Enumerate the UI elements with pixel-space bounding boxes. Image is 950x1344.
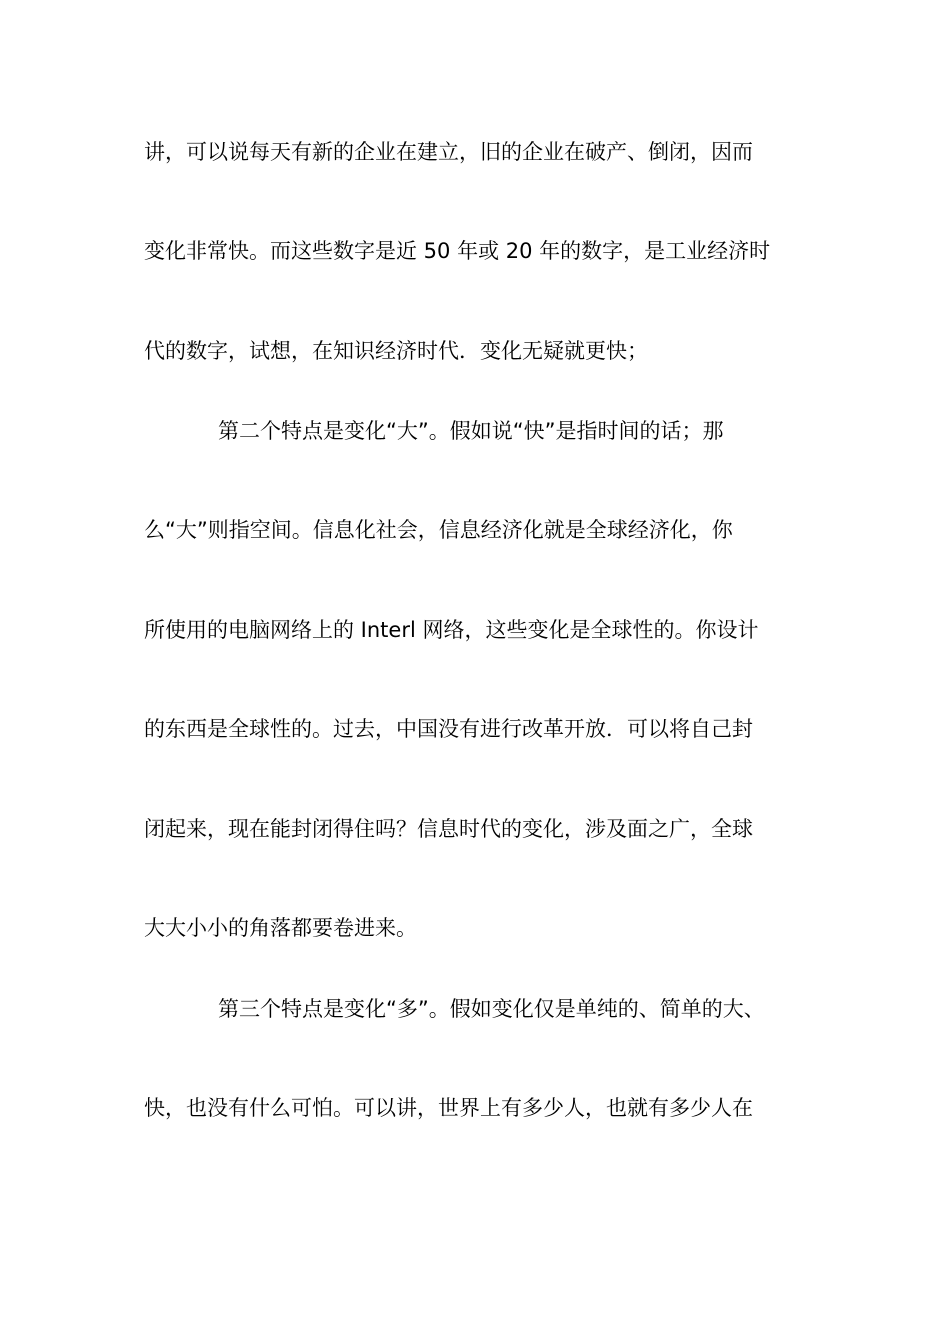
- text-line: 闭起来，现在能封闭得住吗？信息时代的变化，涉及面之广，全球: [144, 817, 753, 841]
- text-line: 代的数字，试想，在知识经济时代．变化无疑就更快；: [144, 339, 648, 363]
- text-line: 变化非常快。而这些数字是近 50 年或 20 年的数字，是工业经济时: [144, 239, 771, 263]
- text-line: 快，也没有什么可怕。可以讲，世界上有多少人，也就有多少人在: [144, 1096, 753, 1120]
- text-line: 大大小小的角落都要卷进来。: [144, 916, 417, 940]
- text-line: 所使用的电脑网络上的 Interl 网络，这些变化是全球性的。你设计: [144, 618, 759, 642]
- paragraph-start-line: 第三个特点是变化“多”。假如变化仅是单纯的、简单的大、: [218, 997, 765, 1021]
- text-line: 讲，可以说每天有新的企业在建立，旧的企业在破产、倒闭，因而: [144, 140, 753, 164]
- text-line: 的东西是全球性的。过去，中国没有进行改革开放．可以将自己封: [144, 717, 753, 741]
- paragraph-start-line: 第二个特点是变化“大”。假如说“快”是指时间的话；那: [218, 419, 724, 443]
- text-line: 么“大”则指空间。信息化社会，信息经济化就是全球经济化，你: [144, 518, 733, 542]
